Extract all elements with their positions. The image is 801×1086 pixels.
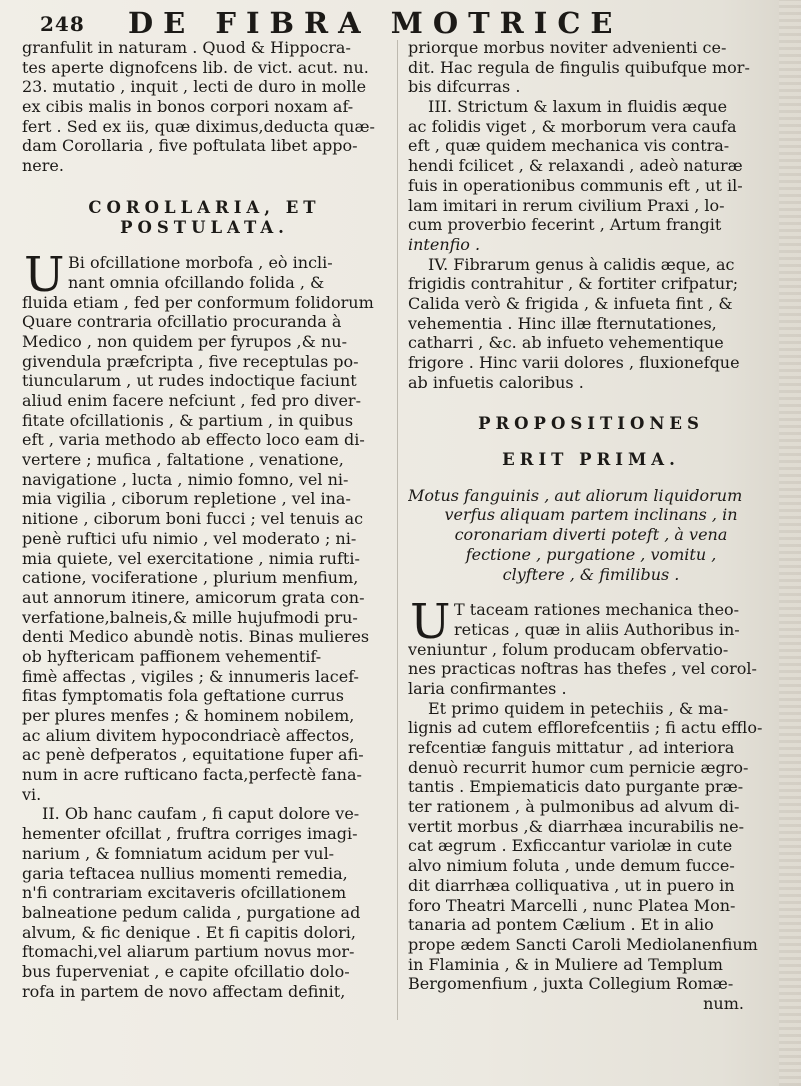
text-line: catharri , &c. ab infueto vehementique [408, 333, 724, 353]
text-line: in Flaminia , & in Muliere ad Templum [408, 954, 723, 974]
text-line: givendula præfcripta , five receptulas po- [22, 351, 359, 371]
text-line: fluida etiam , fed per conformum folidorum [22, 292, 374, 312]
proposition-statement [408, 486, 774, 584]
text-line: mia vigilia , ciborum repletione , vel ina- [22, 489, 351, 509]
third-paragraph [408, 97, 774, 255]
text-line: tes aperte dignofcens lib. de vict. acut. nu. [22, 57, 369, 77]
text-line: per plures menfes ; & hominem nobilem, [22, 706, 355, 725]
propositions-heading: PROPOSITIONES [478, 414, 704, 434]
text-line: bus fuperveniat , e capite ofcillatio dolo- [22, 961, 350, 981]
text-line: Quare contraria ofcillatio procuranda à [22, 312, 342, 332]
page-edge [779, 0, 801, 1086]
text-line: mia quiete, vel exercitatione , nimia rufti- [22, 548, 360, 568]
text-line: num in acre rufticano facta,perfectè fana- [22, 765, 362, 785]
text-line: rofa in partem de novo affectam definit, [22, 981, 346, 1001]
drop-cap: U [24, 247, 65, 304]
first-proposition-heading: ERIT PRIMA. [502, 450, 680, 470]
text-line: vertere ; mufica , faltatione , venatione, [22, 450, 344, 470]
text-line: verfatione,balneis,& mille hujufmodi pru- [22, 607, 358, 627]
text-line: prope ædem Sancti Caroli Mediolanenfium [408, 934, 758, 954]
text-line: garia teftacea nullius momenti remedia, [22, 863, 348, 883]
first-paragraph [22, 247, 387, 804]
text-line: ter rationem , à pulmonibus ad alvum di- [408, 797, 740, 817]
text-line: veniuntur , folum producam obfervatio- [408, 639, 729, 659]
text-line: vehementia . Hinc illæ fternutationes, [408, 313, 717, 333]
text-line: clyftere , & fimilibus . [502, 564, 680, 584]
text-line: fectione , purgatione , vomitu , [465, 544, 717, 564]
text-line: aliud enim facere nefciunt , fed pro diver- [22, 391, 361, 410]
text-line: narium , & fomniatum acidum per vul- [22, 843, 335, 863]
text-line: tanaria ad pontem Cælium . Et in alio [408, 915, 714, 935]
text-line: reticas , quæ in aliis Authoribus in- [454, 619, 740, 639]
text-line: ob hyftericam paffionem vehementif- [22, 646, 322, 666]
column-divider [397, 40, 398, 1020]
text-line: vi. [22, 784, 42, 804]
text-line: lam imitari in rerum civilium Praxi , lo- [408, 195, 725, 215]
text-line: eft , quæ quidem mechanica vis contra- [408, 136, 730, 156]
text-line: hementer ofcillat , fruftra corriges imagi- [22, 824, 358, 844]
text-line: fert . Sed ex iis, quæ diximus,deducta quæ- [22, 116, 375, 136]
text-line: vertit morbus ,& diarrhæa incurabilis ne- [408, 816, 745, 836]
text-line: cum proverbio fecerint , Artum frangit [408, 215, 722, 235]
postulates-heading: POSTULATA. [120, 217, 289, 237]
text-line: intenfio . [408, 234, 481, 254]
text-line: tantis . Empiematicis dato purgante præ- [408, 777, 744, 797]
text-line: 23. mutatio , inquit , lecti de duro in molle [22, 77, 367, 97]
text-line: Medico , non quidem per fyrupos ,& nu- [22, 331, 347, 351]
text-line: priorque morbus noviter advenienti ce- [408, 38, 727, 57]
text-line: fimè affectas , vigiles ; & innumeris lacef- [22, 666, 359, 686]
text-line: T taceam rationes mechanica theo- [454, 600, 740, 620]
text-line: frigidis contrahitur , & fortiter crifpatur; [408, 274, 739, 294]
page-number: 248 [40, 12, 85, 36]
text-line: frigore . Hinc varii dolores , fluxionefque [408, 353, 740, 372]
text-line: num. [703, 993, 744, 1013]
text-line: dit. Hac regula de fingulis quibufque mor- [408, 57, 750, 77]
text-line: fuis in operationibus communis eft , ut il- [408, 175, 743, 195]
text-line: ex cibis malis in bonos corpori noxam af- [22, 97, 354, 117]
corollaries-heading: COROLLARIA, ET [88, 197, 321, 217]
drop-cap: U [410, 594, 451, 651]
fourth-paragraph [408, 255, 774, 393]
text-line: denti Medico abundè notis. Binas mulieres [22, 627, 370, 647]
text-line: Bergomenfium , juxta Collegium Romæ- [408, 974, 734, 994]
text-line: verfus aliquam partem inclinans , in [444, 505, 738, 525]
text-line: ac folidis viget , & morborum vera caufa [408, 116, 737, 136]
text-line: alvo nimium foluta , unde demum fucce- [408, 856, 735, 876]
text-line: bis difcurras . [408, 77, 521, 97]
right-column [408, 38, 774, 1014]
text-line: hendi fcilicet , & relaxandi , adeò naturæ [408, 156, 743, 176]
text-line: alvum, & fic denique . Et fi capitis dolori, [22, 922, 356, 942]
text-line: II. Ob hanc caufam , fi caput dolore ve- [42, 804, 360, 824]
text-line: denuò recurrit humor cum pernicie ægro- [408, 757, 749, 777]
text-line: laria confirmantes . [408, 678, 567, 698]
text-line: catione, vociferatione , plurium menfium, [22, 568, 359, 588]
text-line: penè ruftici ufu nimio , vel moderato ; ni- [22, 528, 357, 548]
second-paragraph [22, 804, 387, 1001]
final-paragraph [408, 594, 774, 1013]
text-line: ab infuetis caloribus . [408, 372, 584, 392]
text-line: Bi ofcillatione morbofa , eò incli- [68, 253, 333, 273]
text-line: nere. [22, 156, 64, 176]
text-line: navigatione , lucta , nimio fomno, vel ni- [22, 469, 349, 489]
text-line: coronariam diverti poteft , à vena [454, 525, 728, 545]
text-line: aut annorum itinere, amicorum grata con- [22, 587, 365, 607]
text-line: III. Strictum & laxum in fluidis æque [428, 97, 728, 117]
text-line: dit diarrhæa colliquativa , ut in puero in [408, 875, 735, 895]
text-line: cat ægrum . Exficcantur variolæ in cute [408, 836, 733, 856]
text-line: granfulit in naturam . Quod & Hippocra- [22, 38, 351, 57]
text-line: n'fi contrariam excitaveris ofcillationem [22, 883, 347, 903]
text-line: fitas fymptomatis fola geftatione currus [22, 686, 344, 706]
text-line: Et primo quidem in petechiis , & ma- [428, 698, 729, 718]
text-line: eft , varia methodo ab effecto loco eam di- [22, 430, 365, 450]
text-line: Motus fanguinis , aut aliorum liquidorum [408, 485, 743, 505]
text-line: fitate ofcillationis , & partium , in quibus [22, 410, 354, 430]
text-line: ac alium divitem hypocondriacè affectos, [22, 725, 355, 745]
text-line: ftomachi,vel aliarum partium novus mor- [22, 942, 355, 962]
text-line: refcentiæ fanguis mittatur , ad interiora [408, 738, 735, 757]
text-line: Calida verò & frigida , & infueta fint , & [408, 293, 733, 313]
text-line: dam Corollaria , five poftulata libet appo- [22, 136, 358, 156]
text-line: balneatione pedum calida , purgatione ad [22, 902, 361, 922]
text-line: nes practicas noftras has thefes , vel corol- [408, 659, 757, 679]
text-line: ac penè defperatos , equitatione fuper afi- [22, 745, 364, 765]
text-line: nitione , ciborum boni fucci ; vel tenuis ac [22, 509, 364, 529]
text-line: tiuncularum , ut rudes indoctique faciunt [22, 371, 357, 391]
text-line: nant omnia ofcillando folida , & [68, 272, 325, 292]
running-title: DE FIBRA MOTRICE [128, 6, 623, 40]
text-line: lignis ad cutem efflorefcentiis ; fi actu efflo- [408, 718, 763, 738]
left-column [22, 38, 387, 1001]
text-line: IV. Fibrarum genus à calidis æque, ac [428, 254, 735, 274]
text-line: foro Theatri Marcelli , nunc Platea Mon- [408, 895, 736, 915]
